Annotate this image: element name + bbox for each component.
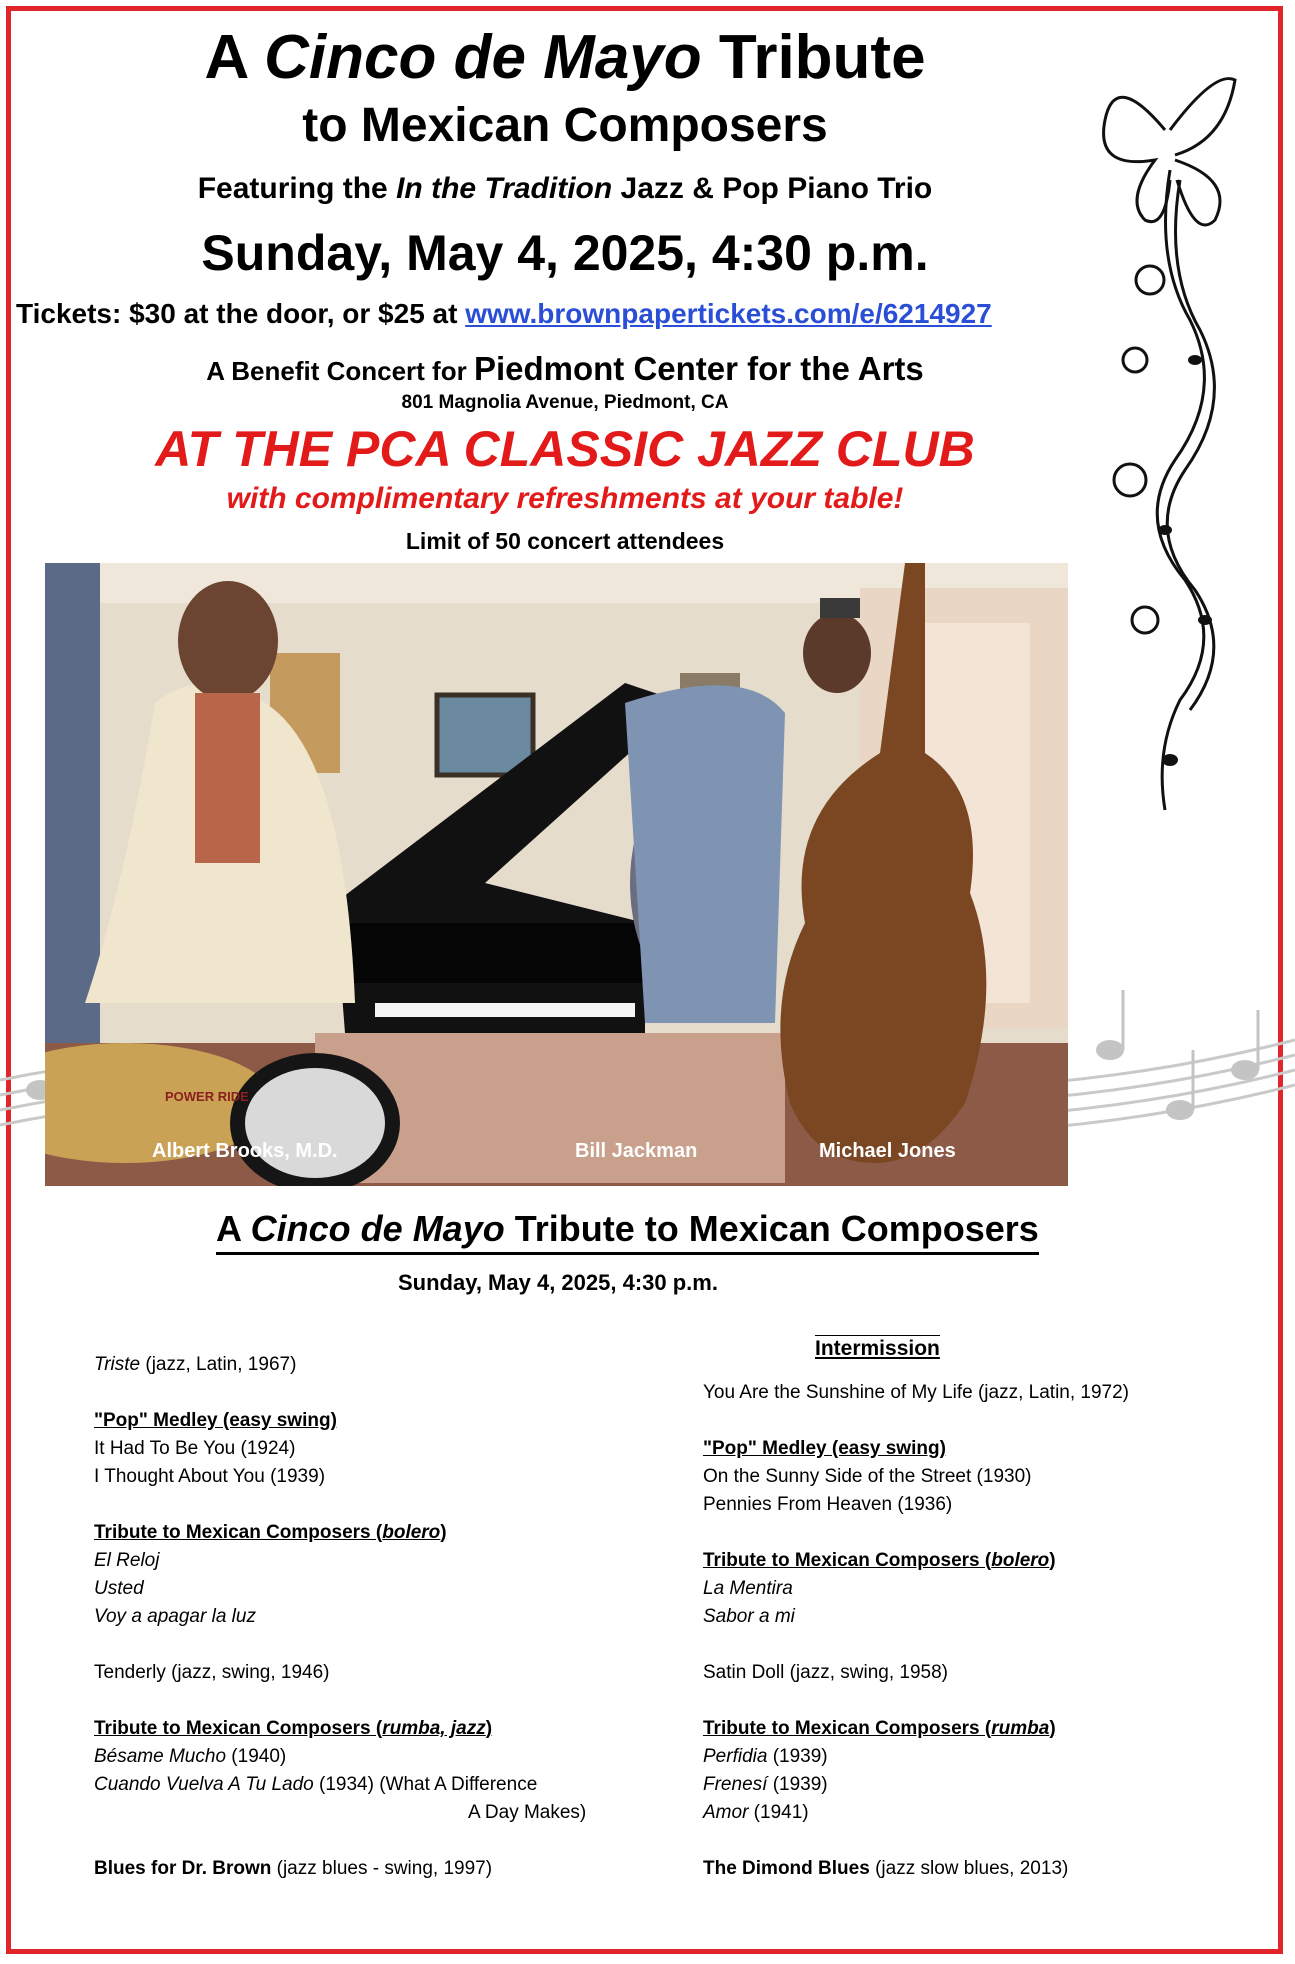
tickets-link[interactable]: www.brownpapertickets.com/e/6214927 <box>465 298 992 329</box>
featuring-line: Featuring the In the Tradition Jazz & Pop Piano Trio <box>197 172 933 205</box>
list-item: El Reloj <box>94 1550 160 1571</box>
refreshments-line: with complimentary refreshments at your table! <box>226 482 904 515</box>
list-item: On the Sunny Side of the Street (1930) <box>703 1466 1032 1487</box>
list-item: I Thought About You (1939) <box>94 1466 326 1487</box>
venue-address: 801 Magnolia Avenue, Piedmont, CA <box>401 392 729 413</box>
list-item: Bésame Mucho (1940) <box>94 1746 287 1767</box>
list-item: Amor (1941) <box>703 1802 809 1823</box>
program-right-column <box>703 1335 1129 1883</box>
musician-label-3: Michael Jones <box>819 1140 956 1162</box>
section-heading: Tribute to Mexican Composers (bolero) <box>703 1550 1056 1571</box>
list-item: Blues for Dr. Brown (jazz blues - swing, 1997) <box>94 1858 493 1879</box>
intermission-label: Intermission <box>815 1337 940 1360</box>
benefit-line: A Benefit Concert for Piedmont Center for the Arts <box>206 350 924 387</box>
program-title: A Cinco de Mayo Tribute to Mexican Composers <box>216 1208 1039 1255</box>
section-heading: Tribute to Mexican Composers (bolero) <box>94 1522 447 1543</box>
program-date: Sunday, May 4, 2025, 4:30 p.m. <box>398 1270 718 1295</box>
list-item: La Mentira <box>703 1578 793 1599</box>
section-heading: "Pop" Medley (easy swing) <box>94 1410 337 1431</box>
event-date: Sunday, May 4, 2025, 4:30 p.m. <box>201 225 929 281</box>
list-item: Pennies From Heaven (1936) <box>703 1494 953 1515</box>
list-item: Triste (jazz, Latin, 1967) <box>94 1354 297 1375</box>
poster-title: A Cinco de Mayo Tribute <box>204 23 926 92</box>
section-heading: Tribute to Mexican Composers (rumba) <box>703 1718 1056 1739</box>
list-item: A Day Makes) <box>468 1802 587 1823</box>
list-item: Sabor a mi <box>703 1606 795 1627</box>
tickets-info: Tickets: $30 at the door, or $25 at www.brownpapertickets.com/e/6214927 <box>16 298 992 329</box>
section-heading: "Pop" Medley (easy swing) <box>703 1438 946 1459</box>
list-item: It Had To Be You (1924) <box>94 1438 296 1459</box>
list-item: Cuando Vuelva A Tu Lado (1934) (What A Difference <box>94 1774 538 1795</box>
list-item: Tenderly (jazz, swing, 1946) <box>94 1662 330 1683</box>
attendee-limit: Limit of 50 concert attendees <box>405 528 725 554</box>
cymbal-label: POWER RIDE <box>165 1089 249 1104</box>
musician-label-2: Bill Jackman <box>575 1140 698 1162</box>
list-item: Frenesí (1939) <box>703 1774 828 1795</box>
jazz-club-heading: AT THE PCA CLASSIC JAZZ CLUB <box>155 421 975 477</box>
poster-subtitle: to Mexican Composers <box>302 99 828 152</box>
list-item: You Are the Sunshine of My Life (jazz, Latin, 1972) <box>703 1382 1130 1403</box>
list-item: Satin Doll (jazz, swing, 1958) <box>703 1662 948 1683</box>
trio-photo <box>45 563 1068 1186</box>
list-item: The Dimond Blues (jazz slow blues, 2013) <box>703 1858 1069 1879</box>
list-item: Usted <box>94 1578 144 1599</box>
list-item: Perfidia (1939) <box>703 1746 828 1767</box>
section-heading: Tribute to Mexican Composers (rumba, jazz) <box>94 1718 493 1739</box>
program-left-column <box>94 1351 586 1883</box>
list-item: Voy a apagar la luz <box>94 1606 256 1627</box>
musician-label-1: Albert Brooks, M.D. <box>152 1140 338 1162</box>
